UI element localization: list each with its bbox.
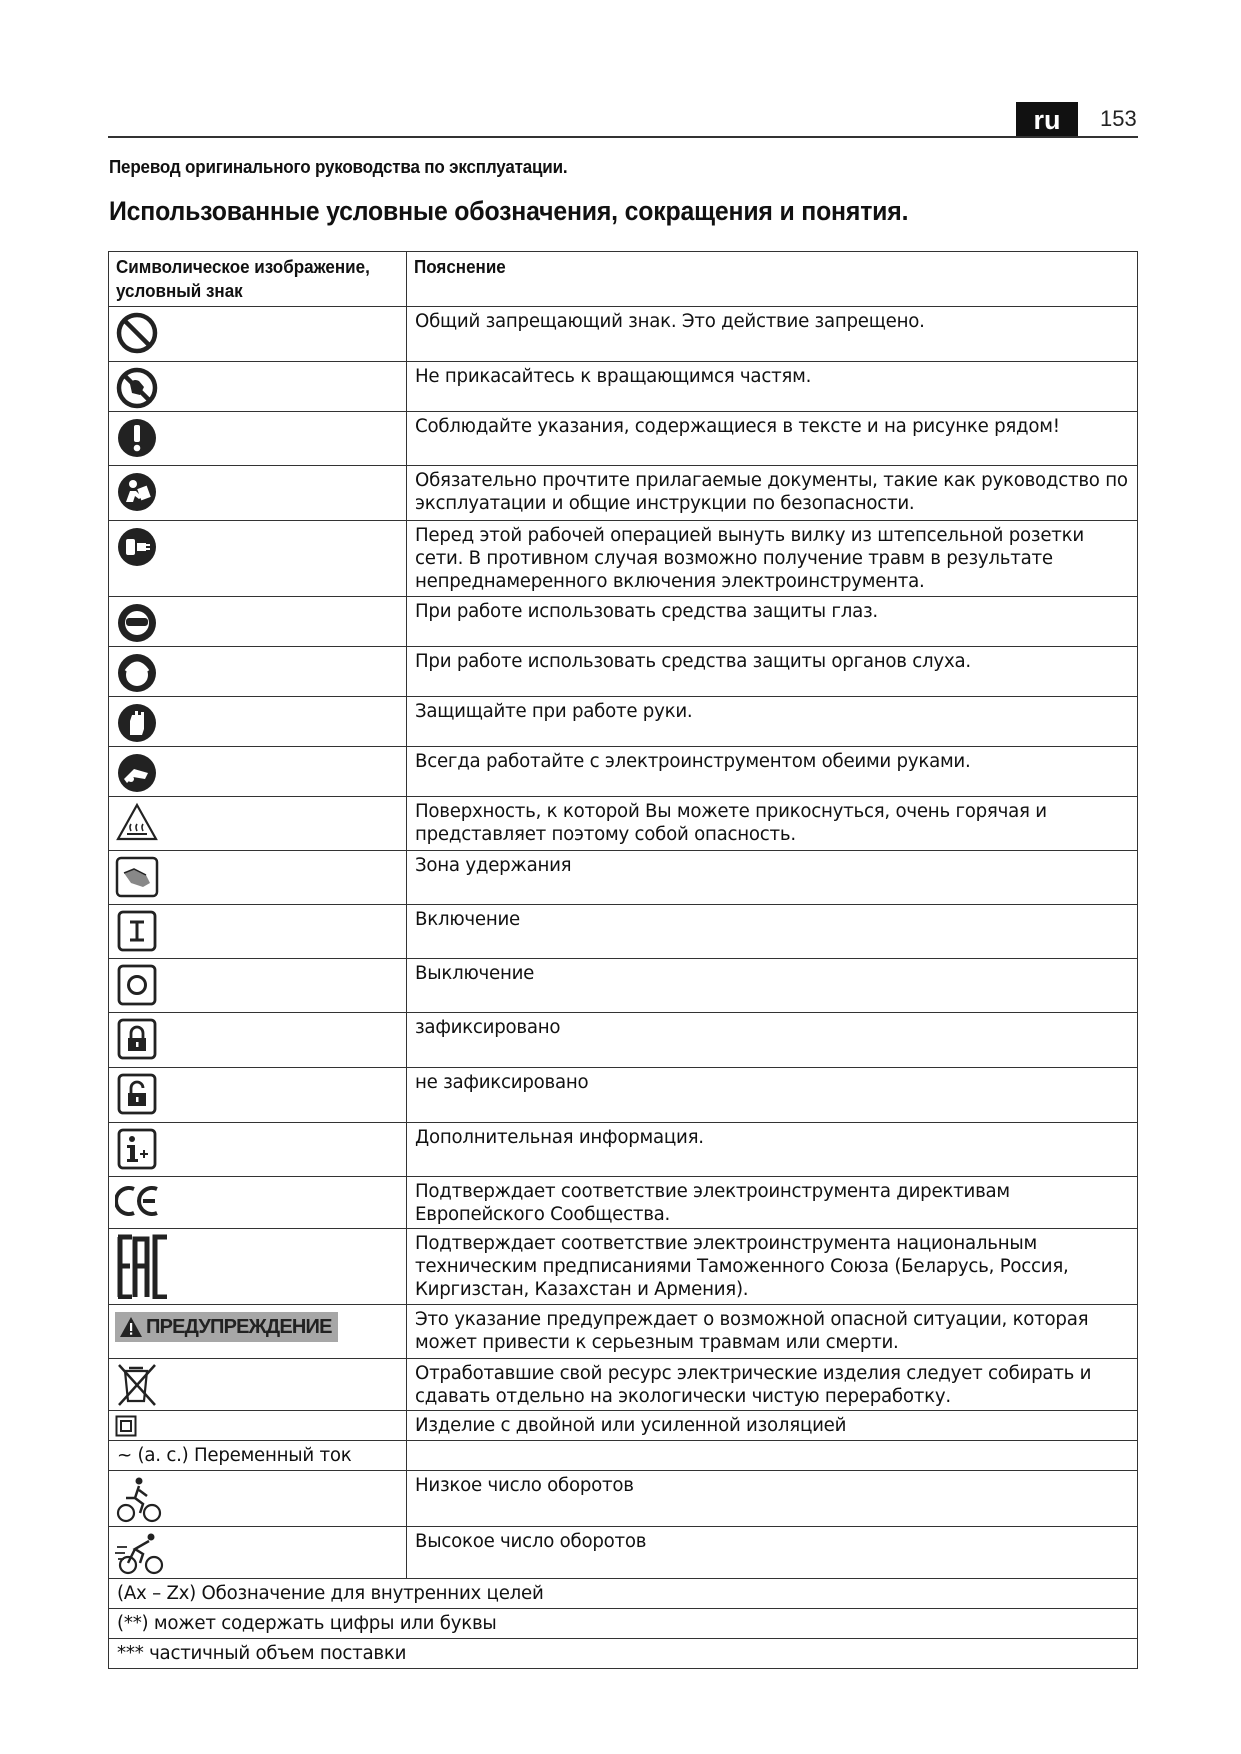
table-row xyxy=(109,362,1138,412)
footnote-cell: (**) может содержать цифры или буквы xyxy=(109,1609,1138,1639)
explanation-cell: Включение xyxy=(407,905,1138,959)
table-row xyxy=(109,905,1138,959)
explanation-cell: Отработавшие свой ресурс электрические изделия следует собирать и сдавать отдельно на экологически чистую переработку. xyxy=(407,1359,1138,1411)
table-row xyxy=(109,1068,1138,1123)
table-row xyxy=(109,307,1138,362)
high-speed-icon xyxy=(115,1531,167,1575)
info-icon xyxy=(115,1127,159,1171)
explanation-cell: Не прикасайтесь к вращающимся частям. xyxy=(407,362,1138,412)
table-row xyxy=(109,1411,1138,1441)
table-row xyxy=(109,466,1138,521)
explanation-cell: Общий запрещающий знак. Это действие запрещено. xyxy=(407,307,1138,362)
exclamation-icon xyxy=(115,416,159,460)
explanation-cell: Дополнительная информация. xyxy=(407,1123,1138,1177)
explanation-cell: Всегда работайте с электроинструментом обеими руками. xyxy=(407,747,1138,797)
weee-bin-icon xyxy=(115,1361,159,1407)
table-row xyxy=(109,1123,1138,1177)
table-row xyxy=(109,521,1138,597)
table-row xyxy=(109,1471,1138,1527)
footnote-cell: (Ax – Zx) Обозначение для внутренних целей xyxy=(109,1579,1138,1609)
table-row xyxy=(109,1305,1138,1359)
unplug-icon xyxy=(115,525,159,569)
eye-protection-icon xyxy=(115,601,159,645)
explanation-cell: При работе использовать средства защиты органов слуха. xyxy=(407,647,1138,697)
column-header-symbol: Символическое изображение, условный знак xyxy=(109,252,407,307)
table-row xyxy=(109,851,1138,905)
explanation-cell: Подтверждает соответствие электроинструмента директивам Европейского Сообщества. xyxy=(407,1177,1138,1229)
hand-protection-icon xyxy=(115,701,159,745)
eac-mark-icon xyxy=(115,1233,185,1299)
table-row xyxy=(109,1359,1138,1411)
header-rule xyxy=(108,136,1138,138)
explanation-cell: Это указание предупреждает о возможной опасной ситуации, которая может привести к серьезным травмам или смерти. xyxy=(407,1305,1138,1359)
table-row xyxy=(109,647,1138,697)
explanation-cell: не зафиксировано xyxy=(407,1068,1138,1123)
explanation-cell: Зона удержания xyxy=(407,851,1138,905)
table-row xyxy=(109,412,1138,466)
page-title: Использованные условные обозначения, сокращения и понятия. xyxy=(109,196,909,226)
table-header-row xyxy=(109,252,1138,307)
table-row xyxy=(109,1579,1138,1609)
low-speed-icon xyxy=(115,1475,163,1523)
explanation-cell: Защищайте при работе руки. xyxy=(407,697,1138,747)
explanation-cell: При работе использовать средства защиты глаз. xyxy=(407,597,1138,647)
do-not-touch-rotating-icon xyxy=(115,366,159,410)
footnote-cell: *** частичный объем поставки xyxy=(109,1639,1138,1669)
column-header-explanation: Пояснение xyxy=(407,252,1138,307)
read-manual-icon xyxy=(115,470,159,514)
table-row xyxy=(109,697,1138,747)
ce-mark-icon xyxy=(115,1181,163,1221)
table-row xyxy=(109,747,1138,797)
explanation-cell: Низкое число оборотов xyxy=(407,1471,1138,1527)
prohibition-icon xyxy=(115,311,159,355)
switch-off-icon xyxy=(115,963,159,1007)
explanation-cell: Соблюдайте указания, содержащиеся в тексте и на рисунке рядом! xyxy=(407,412,1138,466)
hot-surface-icon xyxy=(115,801,159,845)
table-row xyxy=(109,1229,1138,1305)
table-row xyxy=(109,1441,1138,1471)
unlocked-icon xyxy=(115,1072,159,1116)
explanation-cell: Поверхность, к которой Вы можете прикоснуться, очень горячая и представляет поэтому собой опасность. xyxy=(407,797,1138,851)
page-number: 153 xyxy=(1100,106,1137,131)
two-hands-icon xyxy=(115,751,159,795)
language-badge: ru xyxy=(1016,102,1078,136)
table-row xyxy=(109,1177,1138,1229)
warning-badge: ПРЕДУПРЕЖДЕНИЕ xyxy=(115,1312,338,1342)
explanation-cell: зафиксировано xyxy=(407,1013,1138,1068)
warning-triangle-icon xyxy=(119,1316,143,1338)
symbols-table xyxy=(108,251,1138,1669)
explanation-cell xyxy=(407,1441,1138,1471)
double-insulation-icon xyxy=(115,1415,137,1437)
table-row xyxy=(109,597,1138,647)
ear-protection-icon xyxy=(115,651,159,695)
explanation-cell: Высокое число оборотов xyxy=(407,1527,1138,1579)
explanation-cell: Подтверждает соответствие электроинструмента национальным техническим предписаниями Таможенного Союза (Беларусь, Россия, Киргизстан, Казахстан и Армения). xyxy=(407,1229,1138,1305)
explanation-cell: Перед этой рабочей операцией вынуть вилку из штепсельной розетки сети. В противном случая возможно получение травм в результате непреднамеренного включения электроинструмента. xyxy=(407,521,1138,597)
table-row xyxy=(109,959,1138,1013)
table-row xyxy=(109,1013,1138,1068)
table-row xyxy=(109,1609,1138,1639)
explanation-cell: Обязательно прочтите прилагаемые документы, такие как руководство по эксплуатации и общие инструкции по безопасности. xyxy=(407,466,1138,521)
document-subtitle: Перевод оригинального руководства по эксплуатации. xyxy=(109,156,568,177)
explanation-cell: Изделие с двойной или усиленной изоляцией xyxy=(407,1411,1138,1441)
switch-on-icon xyxy=(115,909,159,953)
symbol-text-cell: ~ (a. c.) Переменный ток xyxy=(109,1441,407,1471)
table-row xyxy=(109,1639,1138,1669)
explanation-cell: Выключение xyxy=(407,959,1138,1013)
locked-icon xyxy=(115,1017,159,1061)
table-row xyxy=(109,1527,1138,1579)
grip-zone-icon xyxy=(115,855,159,899)
table-row xyxy=(109,797,1138,851)
